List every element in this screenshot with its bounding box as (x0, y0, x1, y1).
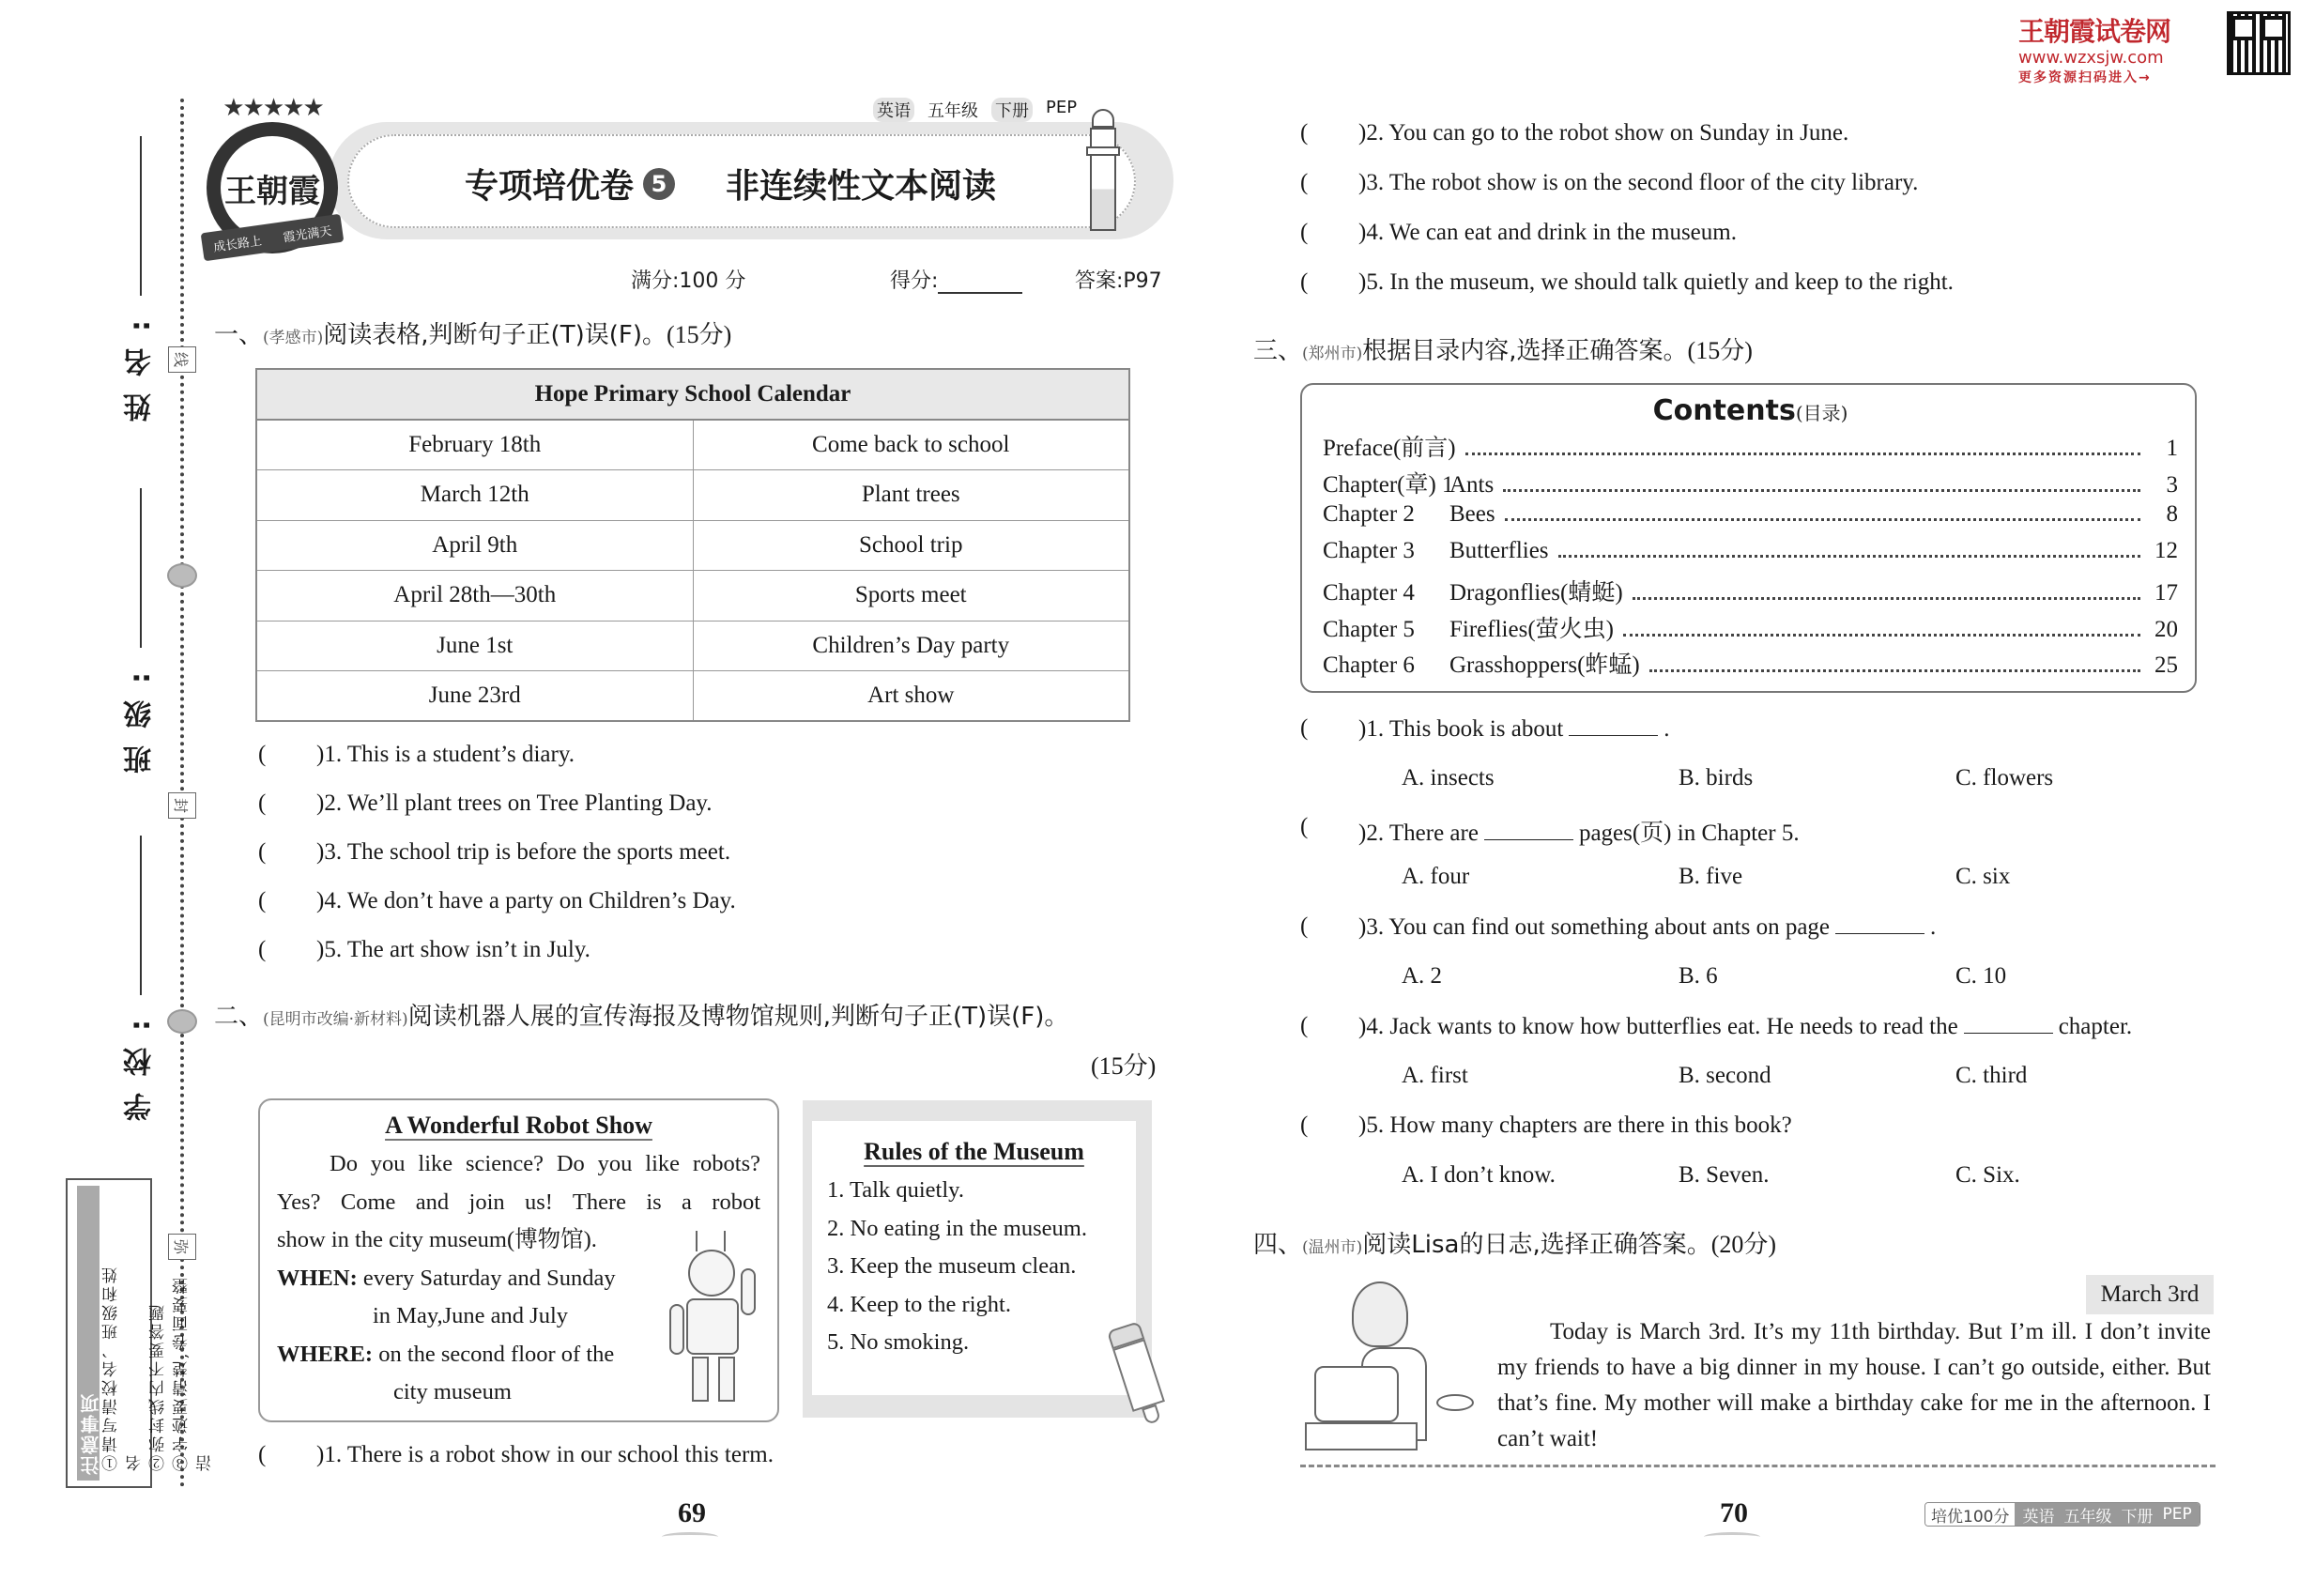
when-text: every Saturday and Sunday (357, 1265, 616, 1291)
option-choice[interactable]: C. six (1955, 864, 2011, 889)
question-stem-end: pages(页) in Chapter 5. (1578, 821, 1800, 846)
contents-row (1323, 466, 2178, 502)
contents-chapter: Chapter 6 (1323, 652, 1415, 678)
contents-name: Preface(前言) (1323, 436, 1456, 461)
badge-tags (2015, 1503, 2199, 1526)
section1-heading (214, 315, 731, 350)
contents-leader-dots (1505, 518, 2140, 521)
calendar-event: Art show (693, 671, 1129, 722)
answer-bracket-close: ) (1358, 1014, 1367, 1039)
answer-bracket[interactable]: ( (258, 742, 267, 767)
contents-title (1323, 394, 2178, 427)
score-label: 得分: (890, 269, 939, 293)
wave-decoration-icon (1704, 1532, 1760, 1542)
knot-icon (167, 563, 197, 588)
question-item (1300, 220, 1737, 246)
answer-bracket[interactable]: ( (258, 790, 267, 816)
option-choice[interactable]: B. second (1679, 1063, 1771, 1088)
section-instruction: 阅读Lisa的日志,选择正确答案。 (1362, 1231, 1711, 1259)
section-source: (郑州市) (1302, 345, 1363, 363)
knot-icon (167, 1009, 197, 1034)
option-choice[interactable]: B. birds (1679, 765, 1754, 790)
option-choice[interactable]: C. 10 (1955, 963, 2007, 989)
option-row (1402, 1162, 2232, 1189)
dashed-divider (1300, 1465, 2216, 1467)
option-choice[interactable]: B. Seven. (1679, 1162, 1770, 1188)
question-item (1300, 170, 1918, 196)
answer-bracket-close: ) (1358, 716, 1367, 742)
rule-item: 4. Keep to the right. (827, 1291, 1011, 1317)
question-text (1358, 269, 1954, 296)
question-text (316, 742, 575, 768)
title-number-badge: 5 (643, 168, 675, 200)
lighthouse-icon (1084, 101, 1122, 233)
tag-edition: PEP (1046, 98, 1078, 117)
page-title (465, 160, 996, 207)
answer-bracket-close: ) (1358, 120, 1367, 146)
question-item (1300, 269, 1954, 296)
answer-bracket-close: ) (1358, 170, 1367, 195)
contents-row (1323, 429, 2178, 466)
question-text (1358, 120, 1848, 146)
answer-bracket-close: ) (316, 1442, 325, 1467)
question-text (316, 888, 736, 914)
question-item (258, 742, 575, 768)
notice-item: ②弥封线内不要答题 (149, 1302, 168, 1471)
contents-name: Bees (1449, 501, 1495, 527)
question-stem: 1. This book is about (1366, 716, 1564, 742)
seal-mark-seal: 封 (168, 792, 196, 819)
notice-item: ③字迹要清楚,卷面要整洁 (173, 1275, 215, 1471)
section-source: (昆明市改编·新材料) (263, 1010, 408, 1029)
calendar-table (255, 368, 1130, 722)
notice-title: 注意事项 (77, 1186, 100, 1481)
answer-bracket-close: ) (316, 937, 325, 962)
section-instruction: 阅读表格,判断句子正(T)误(F)。 (323, 321, 667, 349)
question-text (316, 839, 730, 866)
question-stem: 2. There are (1366, 821, 1479, 846)
calendar-event: School trip (693, 520, 1129, 571)
calendar-date: June 23rd (256, 671, 693, 722)
question-item (1300, 715, 1670, 743)
question-stem: 3. The robot show is on the second floor of the city library. (1366, 170, 1919, 195)
diary-date: March 3rd (2086, 1275, 2214, 1314)
question-stem: 5. How many chapters are there in this book? (1366, 1113, 1792, 1138)
section2-points (1091, 1047, 1156, 1082)
calendar-date: February 18th (256, 420, 693, 470)
calendar-event: Plant trees (693, 470, 1129, 521)
girl-decorating-cake-icon (1296, 1281, 1488, 1465)
question-stem-end: chapter. (2058, 1014, 2133, 1039)
logo-name: 王朝霞 (221, 136, 324, 239)
contents-page: 25 (2154, 652, 2178, 678)
contents-name: Dragonflies(蜻蜓) (1449, 580, 1623, 606)
rule-item: 1. Talk quietly. (827, 1177, 964, 1203)
notice-item: ①请写清校名、班级和姓名 (102, 1265, 145, 1471)
question-stem: 5. The art show isn’t in July. (324, 937, 590, 962)
ribbon-left-text: 成长路上 (212, 234, 263, 255)
page-number-left: 69 (678, 1497, 706, 1528)
option-choice[interactable]: B. 6 (1679, 963, 1718, 989)
option-row (1402, 765, 2232, 791)
question-stem: 4. We can eat and drink in the museum. (1366, 220, 1737, 245)
question-item (258, 1442, 774, 1468)
qr-code-icon[interactable] (2227, 11, 2291, 75)
tag-grade: 五年级 (928, 101, 978, 121)
where-text: on the second floor of the (373, 1341, 615, 1367)
ribbon-right-text: 霞光满天 (282, 223, 333, 245)
calendar-event: Sports meet (693, 571, 1129, 622)
seal-mark-mi: 弥 (168, 1234, 196, 1260)
contents-chapter: Chapter(章) 1 (1323, 471, 1454, 498)
question-stem-end: . (1664, 716, 1670, 742)
tag-subject: 英语 (873, 98, 914, 122)
poster-where-2: city museum (393, 1379, 512, 1404)
question-stem: 1. This is a student’s diary. (324, 742, 575, 767)
class-label: 班级: (124, 655, 157, 774)
option-choice[interactable]: A. four (1402, 864, 1470, 889)
where-label: WHERE: (277, 1341, 374, 1367)
class-field[interactable] (113, 488, 169, 774)
section4-heading (1253, 1225, 1776, 1260)
question-item (258, 839, 730, 866)
question-stem: 5. In the museum, we should talk quietly and keep to the right. (1366, 269, 1954, 295)
poster-line: Do you like science? Do you like robots? (330, 1151, 760, 1176)
contents-page: 3 (2166, 471, 2178, 498)
robot-illustration-icon (669, 1231, 759, 1409)
score-blank[interactable] (938, 273, 1022, 294)
question-text (316, 790, 713, 817)
option-choice[interactable]: B. five (1679, 864, 1743, 889)
poster-title: A Wonderful Robot Show (385, 1112, 652, 1139)
score-field[interactable] (890, 265, 1022, 294)
question-stem: 2. You can go to the robot show on Sunday in June. (1366, 120, 1849, 146)
answer-bracket[interactable]: ( (1300, 715, 1309, 741)
rule-item: 3. Keep the museum clean. (827, 1253, 1077, 1279)
calendar-row (256, 621, 1129, 671)
diary-text: Today is March 3rd. It’s my 11th birthday. But I’m ill. I don’t invite my friends to have a big dinner in my house. I can’t go outside, either. But that’s fine. My mother will make a birthday cake for me in the afternoon. I can’t wait! (1497, 1319, 2211, 1451)
answer-bracket[interactable]: ( (1300, 269, 1309, 295)
answer-bracket[interactable]: ( (1300, 120, 1309, 146)
question-stem-end: . (1930, 914, 1937, 940)
school-label: 学校: (124, 1003, 157, 1121)
answer-bracket-close: ) (316, 839, 325, 865)
contents-row (1323, 574, 2178, 610)
question-text (1358, 715, 1670, 743)
brand-logo (202, 94, 343, 253)
section-number: 二、 (214, 1003, 264, 1031)
calendar-date: April 28th—30th (256, 571, 693, 622)
answer-bracket-close: ) (1358, 220, 1367, 245)
badge-tag: 下册 (2121, 1507, 2154, 1527)
contents-page: 12 (2154, 537, 2178, 563)
calendar-date: April 9th (256, 520, 693, 571)
section-points: (15分) (1687, 337, 1753, 364)
contents-name: Butterflies (1449, 537, 1549, 563)
answer-bracket[interactable]: ( (1300, 220, 1309, 245)
question-item (1300, 120, 1848, 146)
footer-series-badge (1924, 1502, 2200, 1527)
option-choice[interactable]: C. flowers (1955, 765, 2054, 790)
wave-decoration-icon (662, 1532, 718, 1542)
option-choice[interactable]: C. Six. (1955, 1162, 2020, 1188)
answer-bracket[interactable]: ( (1300, 1113, 1309, 1138)
question-stem: 1. There is a robot show in our school this term. (324, 1442, 774, 1467)
robot-show-poster (258, 1098, 779, 1422)
contents-title-cn: (目录) (1795, 402, 1848, 424)
question-item (1300, 814, 1800, 848)
name-field[interactable] (113, 136, 169, 422)
seal-mark-line: 线 (168, 346, 196, 373)
badge-tag: 英语 (2022, 1507, 2055, 1527)
school-blank[interactable] (140, 836, 142, 995)
watermark-url[interactable]: www.wzxsjw.com (2018, 48, 2164, 68)
question-text (1358, 1113, 1792, 1139)
stars-icon: ★★★★★ (222, 94, 323, 121)
answer-bracket[interactable]: ( (1300, 1013, 1309, 1038)
contents-leader-dots (1503, 489, 2140, 492)
option-row (1402, 1063, 2232, 1089)
contents-row (1323, 501, 2178, 538)
watermark-cta: 更多资源扫码进入→ (2018, 70, 2152, 85)
question-stem: 4. Jack wants to know how butterflies eat. He needs to read the (1366, 1014, 1958, 1039)
contents-leader-dots (1558, 555, 2140, 558)
answer-bracket[interactable]: ( (1300, 913, 1309, 939)
answer-bracket-close: ) (316, 790, 325, 816)
contents-page: 20 (2154, 616, 2178, 642)
option-choice[interactable]: A. I don’t know. (1402, 1162, 1556, 1188)
series-tags (873, 98, 1077, 122)
calendar-date: June 1st (256, 621, 693, 671)
answer-bracket[interactable]: ( (258, 888, 267, 913)
contents-page: 8 (2166, 501, 2178, 527)
question-stem: 4. We don’t have a party on Children’s Day. (324, 888, 736, 913)
answer-bracket[interactable]: ( (258, 1442, 267, 1467)
calendar-event: Come back to school (693, 420, 1129, 470)
answer-bracket[interactable]: ( (258, 839, 267, 865)
answer-bracket[interactable]: ( (258, 937, 267, 962)
calendar-row (256, 671, 1129, 722)
title-prefix: 专项培优卷 (465, 167, 635, 206)
watermark-brand: 王朝霞试卷网 (2018, 16, 2171, 47)
badge-tag: 五年级 (2063, 1507, 2112, 1527)
answer-bracket-close: ) (1358, 1113, 1367, 1138)
contents-leader-dots (1633, 597, 2140, 600)
contents-leader-dots (1649, 669, 2140, 672)
fill-blank[interactable] (1835, 913, 1924, 934)
watermark (2018, 11, 2244, 86)
calendar-row (256, 520, 1129, 571)
question-text (316, 937, 590, 963)
contents-leader-dots (1623, 634, 2140, 637)
section-instruction: 根据目录内容,选择正确答案。 (1362, 337, 1688, 365)
section3-heading (1253, 331, 1753, 366)
question-stem: 3. You can find out something about ants on page (1366, 914, 1831, 940)
section-number: 四、 (1253, 1231, 1303, 1259)
question-text (1358, 220, 1737, 246)
fill-blank[interactable] (1484, 820, 1573, 840)
answer-bracket-close: ) (1358, 269, 1367, 295)
contents-chapter: Chapter 5 (1323, 616, 1415, 642)
badge-tag: PEP (2162, 1505, 2192, 1524)
question-item (1300, 1013, 2132, 1040)
section-points: (15分) (666, 321, 732, 348)
poster-line: Yes? Come and join us! There is a robot (277, 1189, 760, 1215)
school-field[interactable] (113, 836, 169, 1121)
answer-bracket-close: ) (316, 742, 325, 767)
title-topic: 非连续性文本阅读 (726, 167, 997, 206)
contents-row (1323, 646, 2178, 683)
calendar-event: Children’s Day party (693, 621, 1129, 671)
contents-chapter: Chapter 4 (1323, 580, 1415, 606)
contents-chapter: Chapter 3 (1323, 537, 1415, 563)
calendar-title: Hope Primary School Calendar (256, 369, 1129, 420)
option-choice[interactable]: A. first (1402, 1063, 1468, 1088)
poster-line: show in the city museum(博物馆). (277, 1227, 597, 1252)
contents-name: Fireflies(萤火虫) (1449, 616, 1614, 642)
contents-chapter: Chapter 2 (1323, 501, 1415, 527)
poster-when-2: in May,June and July (373, 1303, 568, 1328)
contents-box (1300, 383, 2197, 693)
section-points: (20分) (1710, 1231, 1777, 1258)
option-choice[interactable]: A. 2 (1402, 963, 1443, 989)
option-choice[interactable]: C. third (1955, 1063, 2028, 1088)
class-blank[interactable] (140, 488, 142, 648)
page-number-right: 70 (1720, 1497, 1748, 1528)
option-choice[interactable]: A. insects (1402, 765, 1495, 790)
rules-list (827, 1172, 1121, 1362)
tag-volume: 下册 (991, 98, 1033, 122)
calendar-date: March 12th (256, 470, 693, 521)
section-source: (温州市) (1302, 1238, 1363, 1257)
answer-bracket-close: ) (1358, 914, 1367, 940)
contents-name: Grasshoppers(蚱蜢) (1449, 652, 1640, 678)
name-label: 姓名: (124, 303, 157, 422)
calendar-row (256, 470, 1129, 521)
question-item (1300, 1113, 1792, 1139)
contents-row (1323, 610, 2178, 647)
answer-ref: 答案:P97 (1075, 269, 1162, 293)
question-text (1358, 913, 1936, 941)
contents-title-en: Contents (1652, 394, 1796, 427)
museum-rules-card (803, 1100, 1152, 1418)
question-item (258, 790, 713, 817)
section-points: (15分) (1091, 1052, 1157, 1080)
option-row (1402, 864, 2232, 890)
question-stem: 2. We’ll plant trees on Tree Planting Day. (324, 790, 713, 816)
section-number: 三、 (1253, 337, 1303, 365)
answer-bracket-close: ) (316, 888, 325, 913)
option-row (1402, 963, 2232, 990)
answer-bracket[interactable]: ( (1300, 170, 1309, 195)
rules-title: Rules of the Museum (864, 1138, 1084, 1165)
section-instruction: 阅读机器人展的宣传海报及博物馆规则,判断句子正(T)误(F)。 (407, 1003, 1069, 1031)
question-item (258, 937, 590, 963)
question-text (316, 1442, 774, 1468)
question-text (1358, 170, 1918, 196)
when-label: WHEN: (277, 1265, 358, 1291)
calendar-row (256, 571, 1129, 622)
contents-page: 1 (2166, 436, 2178, 461)
fill-blank[interactable] (1569, 715, 1658, 736)
section-number: 一、 (214, 321, 264, 349)
answer-bracket-close: ) (1358, 821, 1367, 846)
question-text (1358, 1013, 2132, 1040)
contents-name: Ants (1449, 471, 1495, 498)
section2-heading (214, 997, 1068, 1032)
contents-page: 17 (2154, 580, 2178, 606)
calendar-row (256, 420, 1129, 470)
full-score: 满分:100 分 (631, 269, 746, 293)
fill-blank[interactable] (1964, 1013, 2053, 1034)
rule-item: 5. No smoking. (827, 1329, 970, 1355)
rule-item: 2. No eating in the museum. (827, 1215, 1087, 1241)
question-text (1358, 814, 1800, 848)
badge-series: 培优100分 (1925, 1503, 2015, 1526)
answer-bracket[interactable]: ( (1300, 814, 1309, 839)
question-item (1300, 913, 1936, 941)
name-blank[interactable] (140, 136, 142, 296)
question-item (258, 888, 736, 914)
notice-box (66, 1178, 215, 1488)
section-source: (孝感市) (263, 329, 324, 347)
question-stem: 3. The school trip is before the sports meet. (324, 839, 731, 865)
contents-leader-dots (1465, 453, 2140, 455)
contents-row (1323, 538, 2178, 575)
